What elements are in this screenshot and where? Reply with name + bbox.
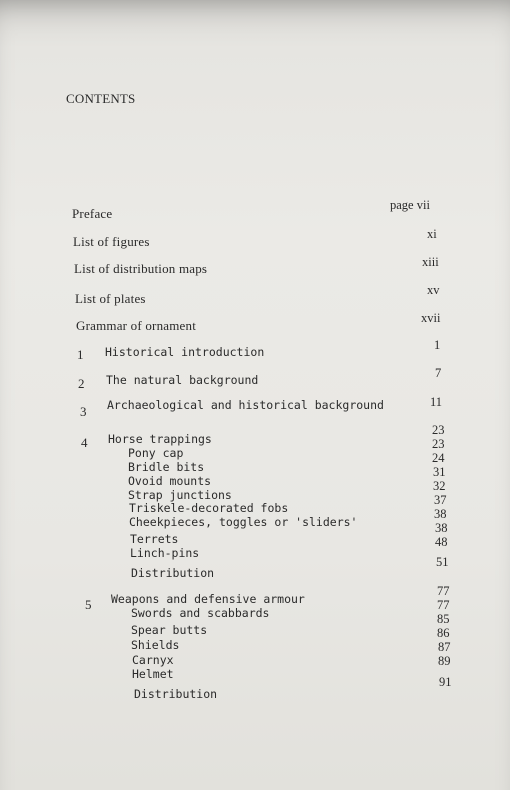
section-title: Helmet <box>132 667 174 681</box>
chapter-page: 1 <box>434 338 441 352</box>
chapter-title: Weapons and defensive armour <box>111 592 305 606</box>
front-label: Preface <box>72 206 113 221</box>
chapter-page: 77 <box>437 584 450 598</box>
section-title: Bridle bits <box>128 460 205 474</box>
section-page: 87 <box>438 640 451 654</box>
front-page: xi <box>427 227 437 241</box>
front-label: Grammar of ornament <box>76 318 197 333</box>
chapter-title: Archaeological and historical background <box>107 398 384 412</box>
front-page: xiii <box>422 255 439 269</box>
distribution-page: 91 <box>439 675 452 689</box>
distribution-label: Distribution <box>134 687 218 701</box>
section-page: 31 <box>433 465 446 479</box>
chapter-page: 23 <box>432 423 445 437</box>
chapter-number: 3 <box>80 404 87 419</box>
front-page: xvii <box>421 311 441 325</box>
chapter-number: 1 <box>77 347 84 362</box>
section-title: Spear butts <box>131 623 208 637</box>
chapter-title: The natural background <box>106 373 259 387</box>
section-page: 89 <box>438 654 451 668</box>
section-page: 37 <box>434 493 447 507</box>
section-page: 32 <box>433 479 446 493</box>
front-label: List of figures <box>73 234 150 249</box>
section-page: 85 <box>437 612 450 626</box>
chapter-number: 2 <box>78 376 85 391</box>
distribution-page: 51 <box>436 555 449 569</box>
section-title: Cheekpieces, toggles or 'sliders' <box>129 515 358 529</box>
chapter-number: 5 <box>85 597 92 612</box>
section-title: Swords and scabbards <box>131 606 270 620</box>
section-title: Linch-pins <box>130 546 200 560</box>
section-title: Terrets <box>130 532 179 546</box>
section-page: 86 <box>437 626 450 640</box>
section-title: Triskele-decorated fobs <box>129 501 289 515</box>
section-title: Carnyx <box>132 653 174 667</box>
distribution-label: Distribution <box>131 566 215 580</box>
section-page: 38 <box>434 507 447 521</box>
front-label: List of plates <box>75 291 146 306</box>
section-title: Ovoid mounts <box>128 474 212 488</box>
front-page: page vii <box>390 198 430 212</box>
section-page: 48 <box>435 535 448 549</box>
chapter-page: 7 <box>435 366 442 380</box>
chapter-title: Historical introduction <box>105 345 265 359</box>
chapter-number: 4 <box>81 435 88 450</box>
chapter-title: Horse trappings <box>108 432 212 446</box>
section-page: 23 <box>432 437 445 451</box>
front-label: List of distribution maps <box>74 261 208 276</box>
section-page: 24 <box>432 451 445 465</box>
chapter-page: 11 <box>430 395 443 409</box>
contents-heading: CONTENTS <box>66 91 136 106</box>
section-page: 38 <box>435 521 448 535</box>
section-page: 77 <box>437 598 450 612</box>
section-title: Pony cap <box>128 446 184 460</box>
front-page: xv <box>427 283 440 297</box>
section-title: Strap junctions <box>128 488 232 502</box>
section-title: Shields <box>131 638 180 652</box>
